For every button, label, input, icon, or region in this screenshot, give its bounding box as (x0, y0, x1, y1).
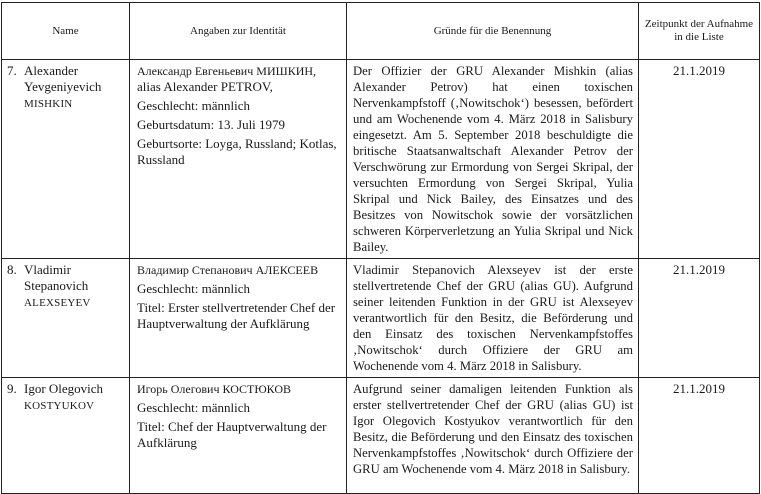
table-row (2, 60, 760, 259)
name-cell (2, 259, 130, 378)
table-header-row (2, 3, 760, 60)
title: Titel: Chef der Hauptverwaltung der Aufklärung (137, 419, 327, 450)
identity-cell (130, 60, 347, 259)
identity-cell (130, 259, 347, 378)
sanctions-table (1, 2, 760, 494)
cyrillic-name: Игорь Олегович КОСТЮКОВ (137, 382, 292, 396)
listing-date-cell: 21.1.2019 (639, 378, 760, 494)
gender: Geschlecht: männlich (137, 400, 250, 415)
surname: ALEXSEYEV (24, 297, 91, 309)
name-cell (2, 378, 130, 494)
header-name: Name (2, 3, 130, 60)
birth-place: Geburtsorte: Loyga, Russland; Kotlas, Russland (137, 136, 337, 167)
name-cell (2, 60, 130, 259)
reasons-cell: Vladimir Stepanovich Alexseyev ist der erste stellvertretende Chef der GRU (alias GU). Aufgrund seiner leitenden Funktion in der GRU ist Alexseyev verantwortlich für den Besitz, die Beförderung und den Einsatz des toxischen Nervenkampfstoffes ‚Nowitschok‘ durch Offiziere der GRU am Wochenende vom 4. März 2018 in Salisbury. (347, 259, 639, 378)
entry-number: 8. (7, 262, 17, 277)
surname: MISHKIN (24, 98, 73, 110)
identity-cell (130, 378, 347, 494)
gender: Geschlecht: männlich (137, 98, 250, 113)
table-row (2, 378, 760, 494)
cyrillic-name: Владимир Степанович АЛЕКСЕЕВ (137, 263, 319, 277)
entry-number: 7. (7, 63, 17, 78)
listing-date-cell: 21.1.2019 (639, 259, 760, 378)
birth-date: Geburtsdatum: 13. Juli 1979 (137, 117, 286, 132)
entry-number: 9. (7, 381, 17, 396)
gender: Geschlecht: männlich (137, 281, 250, 296)
header-identity: Angaben zur Identität (130, 3, 347, 60)
table-row (2, 259, 760, 378)
header-listing-date: Zeitpunkt der Aufnahme in die Liste (639, 3, 760, 60)
title: Titel: Erster stellvertretender Chef der Hauptverwaltung der Aufklärung (137, 300, 336, 331)
alias: alias Alexander PETROV, (137, 79, 273, 94)
surname: KOSTYUKOV (24, 400, 95, 412)
given-names: Vladimir Stepanovich (24, 262, 89, 293)
reasons-cell: Aufgrund seiner damaligen leitenden Funktion als erster stellvertretender Chef der GRU (alias GU) ist Igor Olegovich Kostyukov verantwortlich für den Besitz, die Beförderung und den Einsatz des toxischen Nervenkampfstoffes ‚Nowitschok‘ durch Offiziere der GRU am Wochenende vom 4. März 2018 in Salisbury. (347, 378, 639, 494)
listing-date-cell: 21.1.2019 (639, 60, 760, 259)
given-names: Alexander Yevgeniyevich (24, 63, 102, 94)
given-names: Igor Olegovich (24, 381, 104, 396)
header-reasons: Gründe für die Benennung (347, 3, 639, 60)
cyrillic-name: Александр Евгеньевич МИШКИН, (137, 64, 317, 78)
reasons-cell: Der Offizier der GRU Alexander Mishkin (alias Alexander Petrov) hat einen toxischen Nervenkampfstoff (‚Nowitschok‘) besessen, befördert und am Wochenende vom 4. März 2018 in Salisbury eingesetzt. Am 5. September 2018 beschuldigte die britische Staatsanwaltschaft Alexander Petrov der Verschwörung zur Ermordung von Sergei Skripal, der versuchten Ermordung von Sergei Skripal, Yulia Skripal und Nick Bailey, des Einsatzes und des Besitzes von Nowitschok sowie der vorsätzlichen schweren Körperverletzung an Yulia Skripal und Nick Bailey. (347, 60, 639, 259)
